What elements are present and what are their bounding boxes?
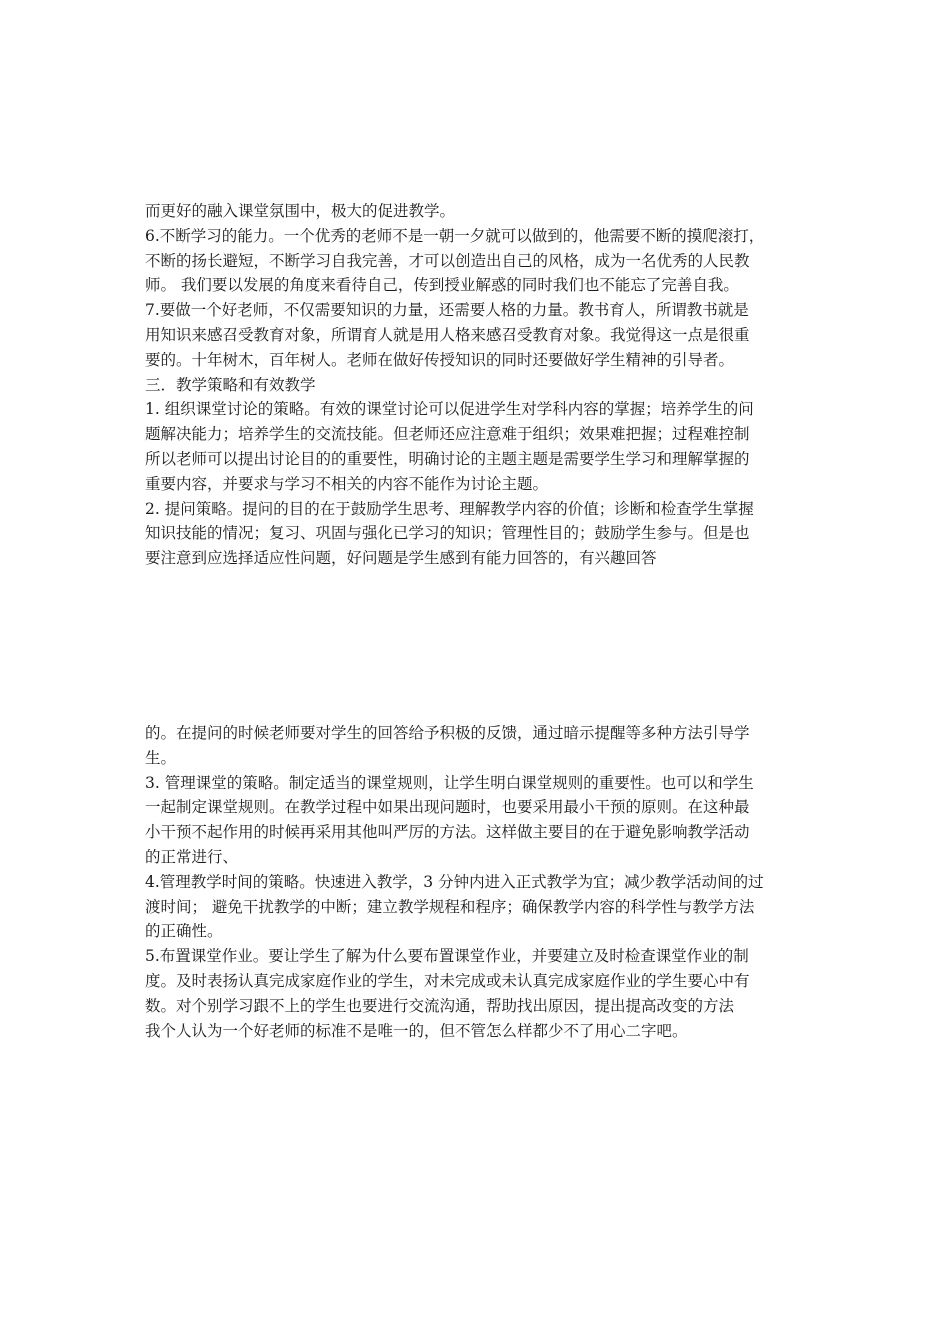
text-line: 5.布置课堂作业。要让学生了解为什么要布置课堂作业，并要建立及时检查课堂作业的制 xyxy=(145,947,749,966)
text-line: 知识技能的情况；复习、巩固与强化已学习的知识；管理性目的；鼓励学生参与。但是也 xyxy=(145,524,750,543)
text-line: 用知识来感召受教育对象，所谓育人就是用人格来感召受教育对象。我觉得这一点是很重 xyxy=(145,325,750,344)
text-line: 一起制定课堂规则。在教学过程中如果出现问题时，也要采用最小干预的原则。在这种最 xyxy=(145,798,750,817)
text-line: 的。在提问的时候老师要对学生的回答给予积极的反馈，通过暗示提醒等多种方法引导学 xyxy=(145,724,750,742)
text-line: 生。 xyxy=(145,748,177,767)
text-line: 4.管理教学时间的策略。快速进入教学，3 分钟内进入正式教学为宜；减少教学活动间的过 xyxy=(145,872,764,891)
text-line: 1. 组织课堂讨论的策略。有效的课堂讨论可以促进学生对学科内容的掌握；培养学生的问 xyxy=(145,400,754,419)
text-line: 师。 我们要以发展的角度来看待自己，传到授业解惑的同时我们也不能忘了完善自我。 xyxy=(145,276,739,295)
text-line: 度。及时表扬认真完成家庭作业的学生，对未完成或未认真完成家庭作业的学生要心中有 xyxy=(145,971,750,990)
text-block-upper xyxy=(145,199,825,571)
text-line: 7.要做一个好老师，不仅需要知识的力量，还需要人格的力量。教书育人，所谓教书就是 xyxy=(145,301,749,320)
text-line: 3. 管理课堂的策略。制定适当的课堂规则，让学生明白课堂规则的重要性。也可以和学生 xyxy=(145,773,754,792)
section-heading: 三．教学策略和有效教学 xyxy=(145,375,316,394)
text-line: 题解决能力；培养学生的交流技能。但老师还应注意难于组织；效果难把握；过程难控制 xyxy=(145,425,750,444)
text-line: 小干预不起作用的时候再采用其他叫严厉的方法。这样做主要目的在于避免影响教学活动 xyxy=(145,823,750,842)
text-line: 我个人认为一个好老师的标准不是唯一的，但不管怎么样都少不了用心二字吧。 xyxy=(145,1021,688,1040)
text-line: 的正常进行、 xyxy=(145,847,239,866)
text-line: 不断的扬长避短，不断学习自我完善，才可以创造出自己的风格，成为一名优秀的人民教 xyxy=(145,251,750,270)
text-line: 要的。十年树木，百年树人。老师在做好传授知识的同时还要做好学生精神的引导者。 xyxy=(145,350,735,369)
text-line: 渡时间； 避免干扰教学的中断；建立教学规程和程序；确保教学内容的科学性与教学方法 xyxy=(145,897,755,916)
text-line: 的正确性。 xyxy=(145,922,223,941)
text-line: 6.不断学习的能力。一个优秀的老师不是一朝一夕就可以做到的，他需要不断的摸爬滚打， xyxy=(145,226,765,245)
text-block-lower xyxy=(145,721,825,1043)
text-line: 而更好的融入课堂氛围中，极大的促进教学。 xyxy=(145,202,456,220)
text-line: 数。对个别学习跟不上的学生也要进行交流沟通，帮助找出原因，提出提高改变的方法 xyxy=(145,996,735,1015)
text-line: 重要内容，并要求与学习不相关的内容不能作为讨论主题。 xyxy=(145,474,549,493)
text-line: 所以老师可以提出讨论目的的重要性，明确讨论的主题主题是需要学生学习和理解掌握的 xyxy=(145,449,750,468)
text-line: 2. 提问策略。提问的目的在于鼓励学生思考、理解教学内容的价值；诊断和检查学生掌握 xyxy=(145,499,754,518)
text-line: 要注意到应选择适应性问题，好问题是学生感到有能力回答的，有兴趣回答 xyxy=(145,549,657,568)
